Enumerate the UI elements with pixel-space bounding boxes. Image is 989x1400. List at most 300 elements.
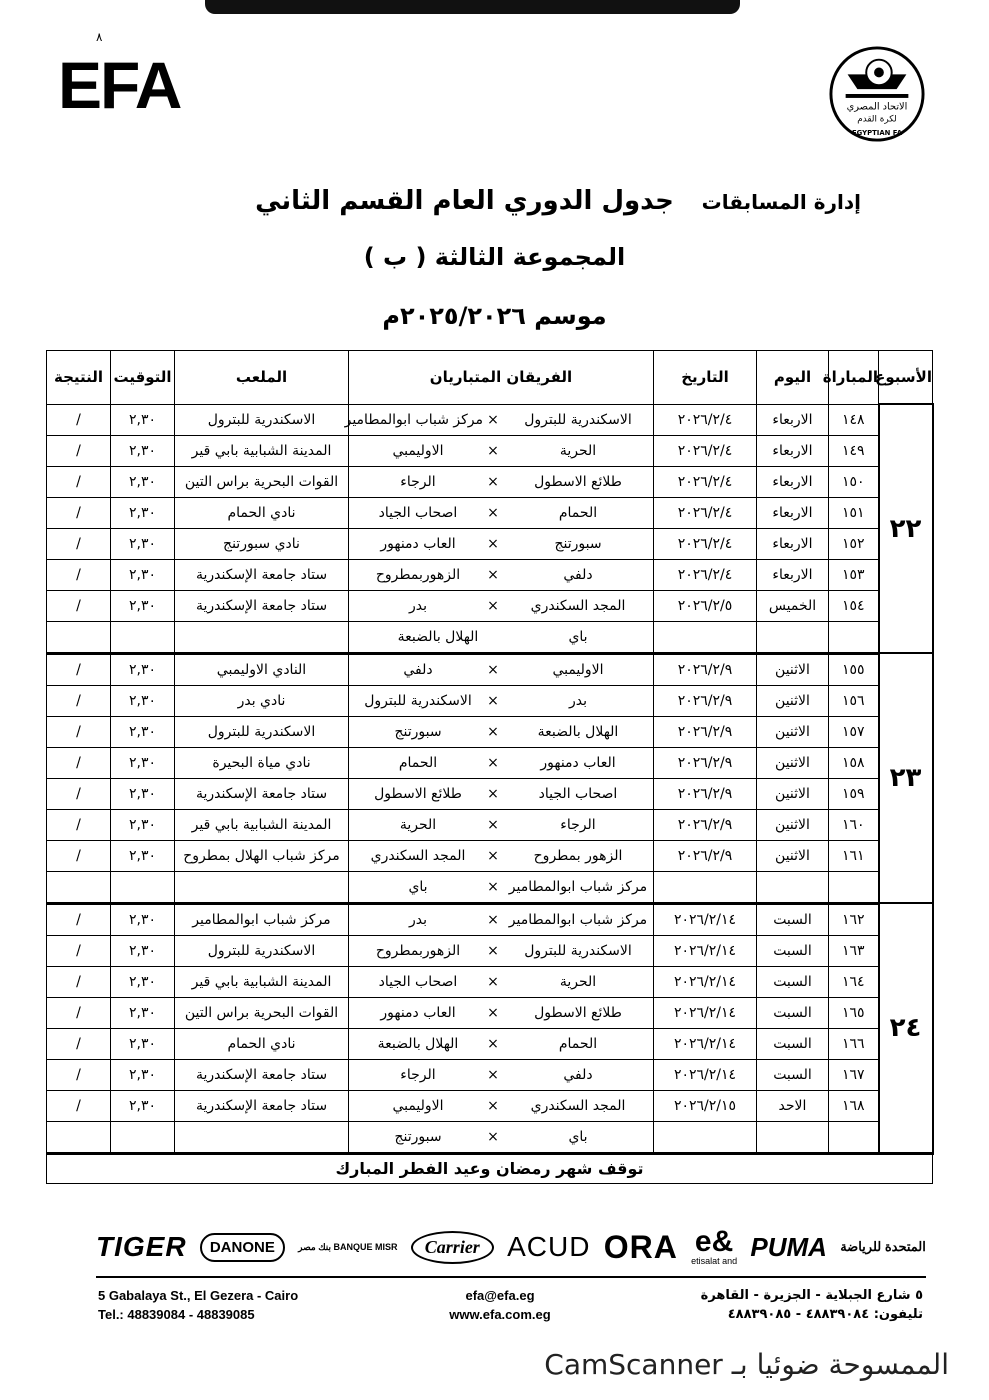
bye-cell — [111, 1121, 175, 1153]
match-result: / — [47, 1028, 111, 1059]
match-result: / — [47, 466, 111, 497]
home-team: الزهور بمطروح — [533, 847, 623, 864]
match-stadium: ستاد جامعة الإسكندرية — [175, 590, 349, 621]
match-date: ٢٠٢٦/٢/٩ — [654, 685, 757, 716]
bye-cell — [757, 1121, 829, 1153]
bye-teams — [349, 1121, 654, 1153]
table-row — [47, 716, 933, 747]
match-result: / — [47, 590, 111, 621]
home-team: الرجاء — [560, 816, 596, 833]
match-teams — [349, 497, 654, 528]
away-team: الاسكندرية للبترول — [364, 692, 472, 709]
match-teams — [349, 809, 654, 840]
bye-cell — [47, 1121, 111, 1153]
match-time: ٢,٣٠ — [111, 685, 175, 716]
match-stadium: المدينة الشبابية بابي قير — [175, 435, 349, 466]
tiger-logo: TIGER — [96, 1231, 187, 1262]
vs-mark: × — [487, 754, 499, 771]
match-number: ١٥٤ — [829, 590, 879, 621]
bye-cell — [111, 621, 175, 653]
bye-cell — [175, 1121, 349, 1153]
match-day: الاربعاء — [757, 404, 829, 435]
vs-mark: × — [487, 911, 499, 928]
match-teams — [349, 716, 654, 747]
puma-logo: PUMA — [750, 1231, 827, 1262]
match-date: ٢٠٢٦/٢/١٤ — [654, 1028, 757, 1059]
home-team: اصحاب الجياد — [538, 785, 618, 802]
table-row — [47, 404, 933, 435]
match-teams — [349, 903, 654, 935]
header-time: التوقيت — [111, 351, 175, 405]
match-day: الاربعاء — [757, 528, 829, 559]
vs-mark: × — [487, 942, 499, 959]
vs-mark: × — [487, 566, 499, 583]
home-team: مركز شباب ابوالمطامير — [508, 911, 648, 928]
away-team: سبورتنج — [394, 723, 442, 740]
match-number: ١٦٧ — [829, 1059, 879, 1090]
table-row — [47, 685, 933, 716]
vs-mark: × — [487, 1035, 499, 1052]
svg-text:EGYPTIAN FA: EGYPTIAN FA — [851, 129, 903, 138]
match-number: ١٥١ — [829, 497, 879, 528]
match-date: ٢٠٢٦/٢/٩ — [654, 653, 757, 685]
away-team: اصحاب الجياد — [378, 973, 458, 990]
vs-mark: × — [487, 878, 499, 895]
group-title: المجموعة الثالثة ( ب ) — [363, 243, 626, 271]
footer-divider — [96, 1276, 926, 1278]
svg-text:لكرة القدم: لكرة القدم — [857, 114, 897, 125]
home-team: طلائع الاسطول — [534, 1004, 622, 1021]
away-team: العاب دمنهور — [380, 535, 456, 552]
match-stadium: القوات البحرية براس التين — [175, 997, 349, 1028]
bye-away: الهلال بالضبعة — [397, 628, 479, 645]
etisalat-logo: e& etisalat and — [691, 1225, 738, 1266]
table-row — [47, 466, 933, 497]
match-teams — [349, 466, 654, 497]
bye-row — [47, 871, 933, 903]
ora-logo: ORA — [603, 1228, 678, 1265]
vs-mark: × — [487, 1004, 499, 1021]
match-time: ٢,٣٠ — [111, 1028, 175, 1059]
footer-email: efa@efa.eg — [465, 1288, 535, 1303]
bye-away: سبورتنج — [394, 1128, 442, 1145]
match-stadium: القوات البحرية براس التين — [175, 466, 349, 497]
match-teams — [349, 559, 654, 590]
match-teams — [349, 935, 654, 966]
match-number: ١٦٠ — [829, 809, 879, 840]
match-stadium: الاسكندرية للبترول — [175, 716, 349, 747]
vs-mark: × — [487, 661, 499, 678]
match-number: ١٦٣ — [829, 935, 879, 966]
match-teams — [349, 778, 654, 809]
match-date: ٢٠٢٦/٢/١٤ — [654, 997, 757, 1028]
away-team: اصحاب الجياد — [378, 504, 458, 521]
table-row — [47, 903, 933, 935]
schedule-body — [47, 404, 933, 1153]
table-row — [47, 1059, 933, 1090]
match-teams — [349, 747, 654, 778]
bye-cell — [654, 621, 757, 653]
match-result: / — [47, 497, 111, 528]
match-day: السبت — [757, 935, 829, 966]
bye-row — [47, 621, 933, 653]
match-day: السبت — [757, 903, 829, 935]
table-row — [47, 778, 933, 809]
match-time: ٢,٣٠ — [111, 590, 175, 621]
match-date: ٢٠٢٦/٢/٥ — [654, 590, 757, 621]
camscanner-watermark: الممسوحة ضوئيا بـ CamScanner — [544, 1348, 949, 1381]
match-time: ٢,٣٠ — [111, 404, 175, 435]
match-stadium: مركز شباب ابوالمطامير — [175, 903, 349, 935]
efa-logo-icon — [828, 45, 926, 143]
match-result: / — [47, 935, 111, 966]
header-week: الأسبوع — [879, 351, 933, 405]
vs-mark: × — [487, 692, 499, 709]
away-team: الرجاء — [400, 1066, 436, 1083]
carrier-logo: Carrier — [411, 1231, 494, 1264]
match-stadium: نادي بدر — [175, 685, 349, 716]
match-time: ٢,٣٠ — [111, 559, 175, 590]
match-day: السبت — [757, 1059, 829, 1090]
match-date: ٢٠٢٦/٢/١٤ — [654, 903, 757, 935]
match-date: ٢٠٢٦/٢/١٤ — [654, 1059, 757, 1090]
match-result: / — [47, 404, 111, 435]
vs-mark: × — [487, 597, 499, 614]
corner-mark: ٨ — [96, 30, 103, 44]
week-number: ٢٢ — [879, 404, 933, 653]
match-teams — [349, 528, 654, 559]
match-date: ٢٠٢٦/٢/٩ — [654, 778, 757, 809]
match-date: ٢٠٢٦/٢/١٤ — [654, 935, 757, 966]
match-stadium: الاسكندرية للبترول — [175, 404, 349, 435]
table-row — [47, 559, 933, 590]
match-number: ١٦١ — [829, 840, 879, 871]
bye-teams — [349, 621, 654, 653]
match-number: ١٦٥ — [829, 997, 879, 1028]
vs-mark: × — [487, 473, 499, 490]
season-title: موسم ٢٠٢٥/٢٠٢٦م — [382, 302, 607, 330]
match-time: ٢,٣٠ — [111, 716, 175, 747]
match-result: / — [47, 966, 111, 997]
match-stadium: نادي مياة البحيرة — [175, 747, 349, 778]
match-number: ١٥٢ — [829, 528, 879, 559]
vs-mark: × — [487, 411, 499, 428]
away-team: الاوليمبي — [392, 442, 444, 459]
match-time: ٢,٣٠ — [111, 778, 175, 809]
match-result: / — [47, 435, 111, 466]
match-stadium: الاسكندرية للبترول — [175, 935, 349, 966]
match-time: ٢,٣٠ — [111, 809, 175, 840]
match-day: الاثنين — [757, 685, 829, 716]
home-team: الحمام — [558, 504, 598, 521]
table-row — [47, 809, 933, 840]
match-result: / — [47, 809, 111, 840]
match-number: ١٦٢ — [829, 903, 879, 935]
table-row — [47, 840, 933, 871]
banque-misr-logo: بنك مصر BANQUE MISR — [298, 1241, 398, 1252]
match-time: ٢,٣٠ — [111, 435, 175, 466]
table-row — [47, 935, 933, 966]
logo-text-arabic: الاتحاد المصري — [846, 101, 908, 113]
match-number: ١٦٤ — [829, 966, 879, 997]
home-team: الاوليمبي — [552, 661, 604, 678]
match-time: ٢,٣٠ — [111, 903, 175, 935]
match-day: الاربعاء — [757, 559, 829, 590]
match-day: الاحد — [757, 1090, 829, 1121]
match-teams — [349, 1028, 654, 1059]
away-team: طلائع الاسطول — [374, 785, 462, 802]
table-row — [47, 997, 933, 1028]
efa-wordmark: EFA — [58, 48, 181, 122]
bye-cell — [175, 621, 349, 653]
match-teams — [349, 840, 654, 871]
away-team: المجد السكندري — [370, 847, 466, 864]
away-team: الرجاء — [400, 473, 436, 490]
match-stadium: نادي الحمام — [175, 497, 349, 528]
home-team: الاسكندرية للبترول — [524, 411, 632, 428]
week-number: ٢٤ — [879, 903, 933, 1153]
match-date: ٢٠٢٦/٢/٩ — [654, 840, 757, 871]
match-number: ١٥٦ — [829, 685, 879, 716]
home-team: الهلال بالضبعة — [537, 723, 619, 740]
match-number: ١٥٩ — [829, 778, 879, 809]
bye-cell — [829, 621, 879, 653]
away-team: مركز شباب ابوالمطامير — [344, 411, 483, 428]
match-result: / — [47, 903, 111, 935]
away-team: الحمام — [398, 754, 438, 771]
match-number: ١٥٣ — [829, 559, 879, 590]
match-stadium: مركز شباب الهلال بمطروح — [175, 840, 349, 871]
home-team: الحرية — [559, 442, 597, 459]
match-time: ٢,٣٠ — [111, 997, 175, 1028]
match-time: ٢,٣٠ — [111, 1059, 175, 1090]
match-day: السبت — [757, 997, 829, 1028]
match-number: ١٤٩ — [829, 435, 879, 466]
ramadan-break-note: توقف شهر رمضان وعيد الفطر المبارك — [47, 1153, 933, 1183]
match-day: الاثنين — [757, 809, 829, 840]
bye-cell — [654, 871, 757, 903]
bye-teams — [349, 871, 654, 903]
vs-mark: × — [487, 535, 499, 552]
home-team: دلفي — [563, 1066, 593, 1083]
table-row — [47, 435, 933, 466]
bye-cell — [757, 621, 829, 653]
department-label: إدارة المسابقات — [701, 190, 861, 214]
table-header-row — [47, 351, 933, 405]
match-result: / — [47, 528, 111, 559]
match-time: ٢,٣٠ — [111, 528, 175, 559]
ministry-logo: المتحدة للرياضة — [840, 1239, 926, 1254]
match-time: ٢,٣٠ — [111, 840, 175, 871]
schedule-table — [46, 350, 934, 1184]
match-time: ٢,٣٠ — [111, 1090, 175, 1121]
away-team: الحرية — [399, 816, 437, 833]
home-team: سبورتنج — [554, 535, 602, 552]
match-number: ١٥٥ — [829, 653, 879, 685]
home-team: المجد السكندري — [530, 1097, 626, 1114]
match-day: الاربعاء — [757, 497, 829, 528]
match-day: الاثنين — [757, 653, 829, 685]
danone-logo: DANONE — [200, 1233, 285, 1262]
header-match: المباراة — [829, 351, 879, 405]
footer-address-ar: ٥ شارع الجبلاية - الجزيرة - القاهرة تليفون: ٤٨٨٣٩٠٨٤ - ٤٨٨٣٩٠٨٥ — [700, 1288, 923, 1322]
vs-mark: × — [487, 973, 499, 990]
bye-cell — [175, 871, 349, 903]
match-day: الاربعاء — [757, 435, 829, 466]
page-title: جدول الدوري العام القسم الثاني — [255, 186, 674, 216]
home-team: العاب دمنهور — [540, 754, 616, 771]
match-result: / — [47, 1059, 111, 1090]
match-result: / — [47, 685, 111, 716]
bye-cell — [829, 871, 879, 903]
away-team: الهلال بالضبعة — [377, 1035, 459, 1052]
match-teams — [344, 404, 654, 435]
match-stadium: نادي سبورتنج — [175, 528, 349, 559]
match-stadium: النادي الاوليمبي — [175, 653, 349, 685]
header-day: اليوم — [757, 351, 829, 405]
vs-mark: × — [487, 442, 499, 459]
match-number: ١٤٨ — [829, 404, 879, 435]
match-result: / — [47, 997, 111, 1028]
match-stadium: ستاد جامعة الإسكندرية — [175, 1090, 349, 1121]
header-result: النتيجة — [47, 351, 111, 405]
home-team: دلفي — [563, 566, 593, 583]
match-date: ٢٠٢٦/٢/٤ — [654, 497, 757, 528]
table-row — [47, 497, 933, 528]
bye-cell — [757, 871, 829, 903]
sponsors-bar — [96, 1222, 926, 1272]
header-date: التاريخ — [654, 351, 757, 405]
table-row — [47, 528, 933, 559]
match-stadium: المدينة الشبابية بابي قير — [175, 966, 349, 997]
top-binding-bar — [205, 0, 740, 14]
bye-cell — [111, 871, 175, 903]
footer-website: www.efa.com.eg — [449, 1307, 551, 1322]
vs-mark: × — [487, 504, 499, 521]
match-day: الاثنين — [757, 747, 829, 778]
vs-mark: × — [487, 1128, 499, 1145]
match-teams — [349, 590, 654, 621]
acud-logo: ACUD — [507, 1231, 591, 1262]
vs-mark: × — [487, 1097, 499, 1114]
match-time: ٢,٣٠ — [111, 653, 175, 685]
bye-home: باي — [568, 1128, 588, 1145]
away-team: الزهوربمطروح — [375, 566, 461, 583]
vs-mark: × — [487, 816, 499, 833]
match-stadium: ستاد جامعة الإسكندرية — [175, 778, 349, 809]
bye-home: مركز شباب ابوالمطامير — [508, 878, 648, 895]
match-date: ٢٠٢٦/٢/٤ — [654, 528, 757, 559]
match-stadium: المدينة الشبابية بابي قير — [175, 809, 349, 840]
match-day: الخميس — [757, 590, 829, 621]
match-teams — [349, 1090, 654, 1121]
bye-away: باي — [408, 878, 428, 895]
match-day: الاثنين — [757, 716, 829, 747]
match-teams — [349, 966, 654, 997]
table-row — [47, 653, 933, 685]
match-day: السبت — [757, 1028, 829, 1059]
table-row — [47, 747, 933, 778]
match-teams — [349, 653, 654, 685]
home-team: الحرية — [559, 973, 597, 990]
away-team: الاوليمبي — [392, 1097, 444, 1114]
match-date: ٢٠٢٦/٢/٤ — [654, 404, 757, 435]
match-date: ٢٠٢٦/٢/٤ — [654, 559, 757, 590]
match-result: / — [47, 1090, 111, 1121]
match-date: ٢٠٢٦/٢/٩ — [654, 809, 757, 840]
match-result: / — [47, 559, 111, 590]
home-team: الحمام — [558, 1035, 598, 1052]
match-date: ٢٠٢٦/٢/١٤ — [654, 966, 757, 997]
match-number: ١٦٦ — [829, 1028, 879, 1059]
match-number: ١٥٨ — [829, 747, 879, 778]
away-team: بدر — [408, 597, 427, 614]
bye-home: باي — [568, 628, 588, 645]
vs-mark: × — [487, 847, 499, 864]
away-team: العاب دمنهور — [380, 1004, 456, 1021]
bye-cell — [47, 871, 111, 903]
home-team: طلائع الاسطول — [534, 473, 622, 490]
bye-cell — [829, 1121, 879, 1153]
vs-mark: × — [487, 1066, 499, 1083]
footer-address-en: 5 Gabalaya St., El Gezera - Cairo Tel.: 48839084 - 48839085 — [98, 1288, 299, 1322]
match-result: / — [47, 653, 111, 685]
table-row — [47, 590, 933, 621]
table-row — [47, 1028, 933, 1059]
note-row — [47, 1153, 933, 1183]
match-date: ٢٠٢٦/٢/١٥ — [654, 1090, 757, 1121]
match-time: ٢,٣٠ — [111, 466, 175, 497]
match-date: ٢٠٢٦/٢/٤ — [654, 466, 757, 497]
away-team: الزهوربمطروح — [375, 942, 461, 959]
match-day: الاثنين — [757, 840, 829, 871]
match-day: الاربعاء — [757, 466, 829, 497]
table-row — [47, 966, 933, 997]
match-number: ١٦٨ — [829, 1090, 879, 1121]
header-teams: الفريقان المتباريان — [349, 351, 654, 405]
home-team: الاسكندرية للبترول — [524, 942, 632, 959]
match-day: السبت — [757, 966, 829, 997]
match-stadium: ستاد جامعة الإسكندرية — [175, 1059, 349, 1090]
bye-row — [47, 1121, 933, 1153]
match-time: ٢,٣٠ — [111, 966, 175, 997]
match-teams — [349, 435, 654, 466]
match-time: ٢,٣٠ — [111, 747, 175, 778]
match-date: ٢٠٢٦/٢/٩ — [654, 747, 757, 778]
vs-mark: × — [487, 785, 499, 802]
away-team: بدر — [408, 911, 427, 928]
home-team: المجد السكندري — [530, 597, 626, 614]
footer-contact — [430, 1286, 570, 1324]
week-number: ٢٣ — [879, 653, 933, 903]
match-teams — [349, 1059, 654, 1090]
table-row — [47, 1090, 933, 1121]
match-stadium: نادي الحمام — [175, 1028, 349, 1059]
vs-mark: × — [487, 723, 499, 740]
home-team: بدر — [568, 692, 587, 709]
match-time: ٢,٣٠ — [111, 935, 175, 966]
match-teams — [349, 997, 654, 1028]
match-stadium: ستاد جامعة الإسكندرية — [175, 559, 349, 590]
match-result: / — [47, 778, 111, 809]
match-result: / — [47, 840, 111, 871]
match-result: / — [47, 747, 111, 778]
match-day: الاثنين — [757, 778, 829, 809]
match-result: / — [47, 716, 111, 747]
match-date: ٢٠٢٦/٢/٤ — [654, 435, 757, 466]
match-number: ١٥٠ — [829, 466, 879, 497]
bye-cell — [47, 621, 111, 653]
